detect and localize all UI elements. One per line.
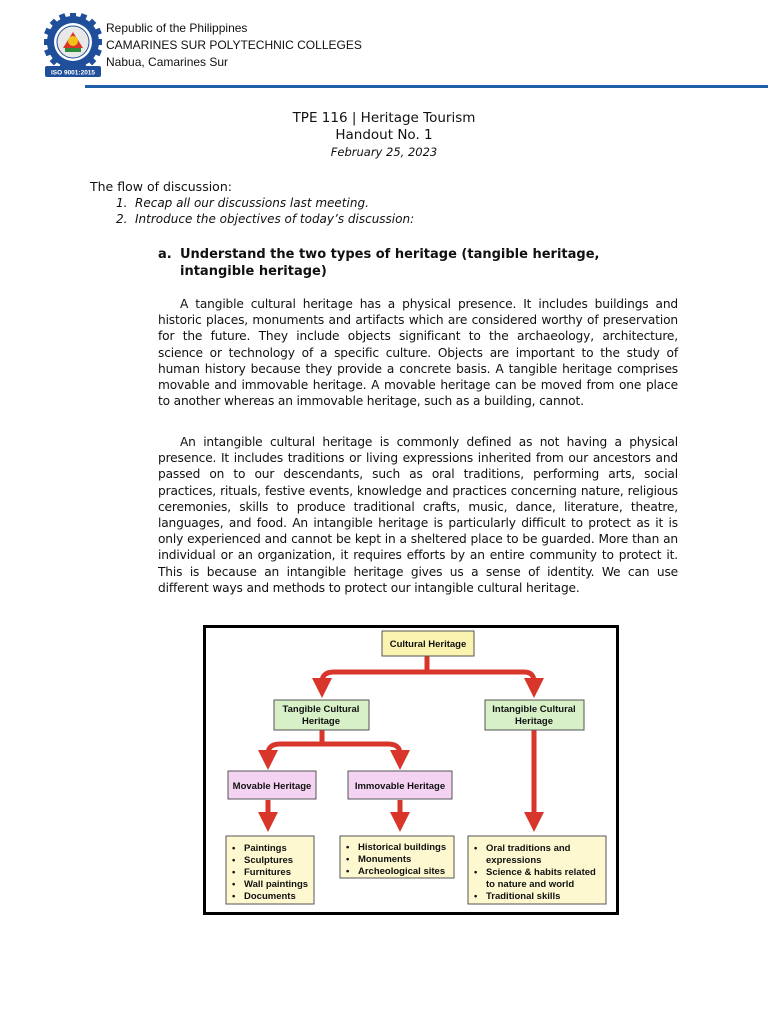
handout-date: February 25, 2023 <box>330 145 438 159</box>
heritage-diagram-svg <box>206 628 616 912</box>
college-seal-logo <box>44 13 102 79</box>
header-text <box>106 20 362 71</box>
list-item: to nature and world <box>486 879 575 890</box>
box-intangible-line2: Heritage <box>514 716 554 727</box>
flow-intro: The flow of discussion: <box>90 179 232 194</box>
flow-item-number: 2. <box>116 212 128 226</box>
list-bullet: • <box>474 867 478 878</box>
list-item: Oral traditions and <box>486 843 571 854</box>
iso-badge-text: ISO 9001:2015 <box>50 69 96 77</box>
list-bullet: • <box>474 891 478 902</box>
flow-item <box>116 195 414 211</box>
flow-item-text: Recap all our discussions last meeting. <box>135 196 369 210</box>
list-bullet: • <box>232 867 236 878</box>
list-item: Furnitures <box>244 867 291 878</box>
connector-to-movable <box>268 744 322 760</box>
page-header <box>0 0 768 88</box>
objective-heading <box>158 246 668 280</box>
header-republic: Republic of the Philippines <box>106 21 248 35</box>
flow-list <box>116 195 414 227</box>
list-movable-items <box>226 836 314 904</box>
connector-to-tangible <box>322 672 427 688</box>
list-item: Science & habits related <box>486 867 596 878</box>
box-movable-heritage <box>228 771 316 799</box>
flow-item <box>116 211 414 227</box>
header-divider <box>85 85 768 88</box>
flow-item-text: Introduce the objectives of today’s discussion: <box>135 212 415 226</box>
box-intangible-heritage <box>485 700 584 730</box>
list-immovable-items <box>340 836 454 878</box>
box-immovable-label: Immovable Heritage <box>354 781 446 792</box>
list-bullet: • <box>232 879 236 890</box>
list-item: Wall paintings <box>244 879 309 890</box>
intangible-paragraph: An intangible cultural heritage is commonly defined as not having a physical presence. It includes traditions or living expressions inherited from our ancestors and passed on to our descendants, such as oral traditions, performing arts, social practices, rituals, festive events, knowledge and practices concerning nature, religious ceremonies, skills to produce traditional crafts, music, dance, literature, theatre, languages, and food. An intangible heritage is particularly difficult to protect as it is only experienced and cannot be kept in a sheltered place to be guarded. More than an individual or an organization, it requires efforts by an entire community to protect it. This is because an intangible heritage gives us a sense of identity. We can use different ways and methods to protect our intangible cultural heritage. <box>158 435 678 595</box>
list-bullet: • <box>232 855 236 866</box>
list-intangible-items <box>468 836 606 904</box>
box-tangible-heritage <box>274 700 369 730</box>
box-tangible-line2: Heritage <box>301 716 341 727</box>
connector-to-immovable <box>322 744 400 760</box>
title-block <box>0 110 768 160</box>
list-bullet: • <box>232 891 236 902</box>
list-bullet: • <box>232 843 236 854</box>
list-item: Sculptures <box>244 855 294 866</box>
connector-to-intangible <box>427 672 534 688</box>
list-item: Paintings <box>244 843 287 854</box>
objective-letter: a. <box>158 247 172 262</box>
box-immovable-heritage <box>348 771 452 799</box>
list-bullet: • <box>474 843 478 854</box>
box-intangible-line1: Intangible Cultural <box>492 704 576 715</box>
flow-item-number: 1. <box>116 196 128 210</box>
list-item: Monuments <box>358 854 412 865</box>
header-location: Nabua, Camarines Sur <box>106 55 229 69</box>
objective-text: Understand the two types of heritage (tangible heritage, intangible heritage) <box>180 247 600 279</box>
header-college-name: CAMARINES SUR POLYTECHNIC COLLEGES <box>106 38 362 52</box>
tangible-paragraph: A tangible cultural heritage has a physical presence. It includes buildings and historic places, monuments and artifacts which are considered worthy of preservation for the future. They include objects significant to the archaeology, architecture, science or technology of a specific culture. Objects are important to the study of human history because they provide a concrete basis. A tangible heritage comprises movable and immovable heritage. A movable heritage can be moved from one place to another whereas an immovable heritage, such as a building, cannot. <box>158 297 678 409</box>
list-item: expressions <box>486 855 542 866</box>
box-tangible-line1: Tangible Cultural <box>282 704 360 715</box>
list-bullet: • <box>346 866 350 877</box>
list-item: Documents <box>244 891 296 902</box>
list-item: Archeological sites <box>358 866 446 877</box>
heritage-diagram <box>203 625 619 915</box>
box-cultural-heritage <box>382 631 474 656</box>
list-bullet: • <box>346 854 350 865</box>
course-title: TPE 116 | Heritage Tourism <box>292 110 476 126</box>
list-item: Traditional skills <box>486 891 561 902</box>
list-item: Historical buildings <box>358 842 447 853</box>
box-cultural-heritage-label: Cultural Heritage <box>389 639 467 650</box>
list-bullet: • <box>346 842 350 853</box>
handout-number: Handout No. 1 <box>335 127 433 143</box>
box-movable-label: Movable Heritage <box>232 781 312 792</box>
